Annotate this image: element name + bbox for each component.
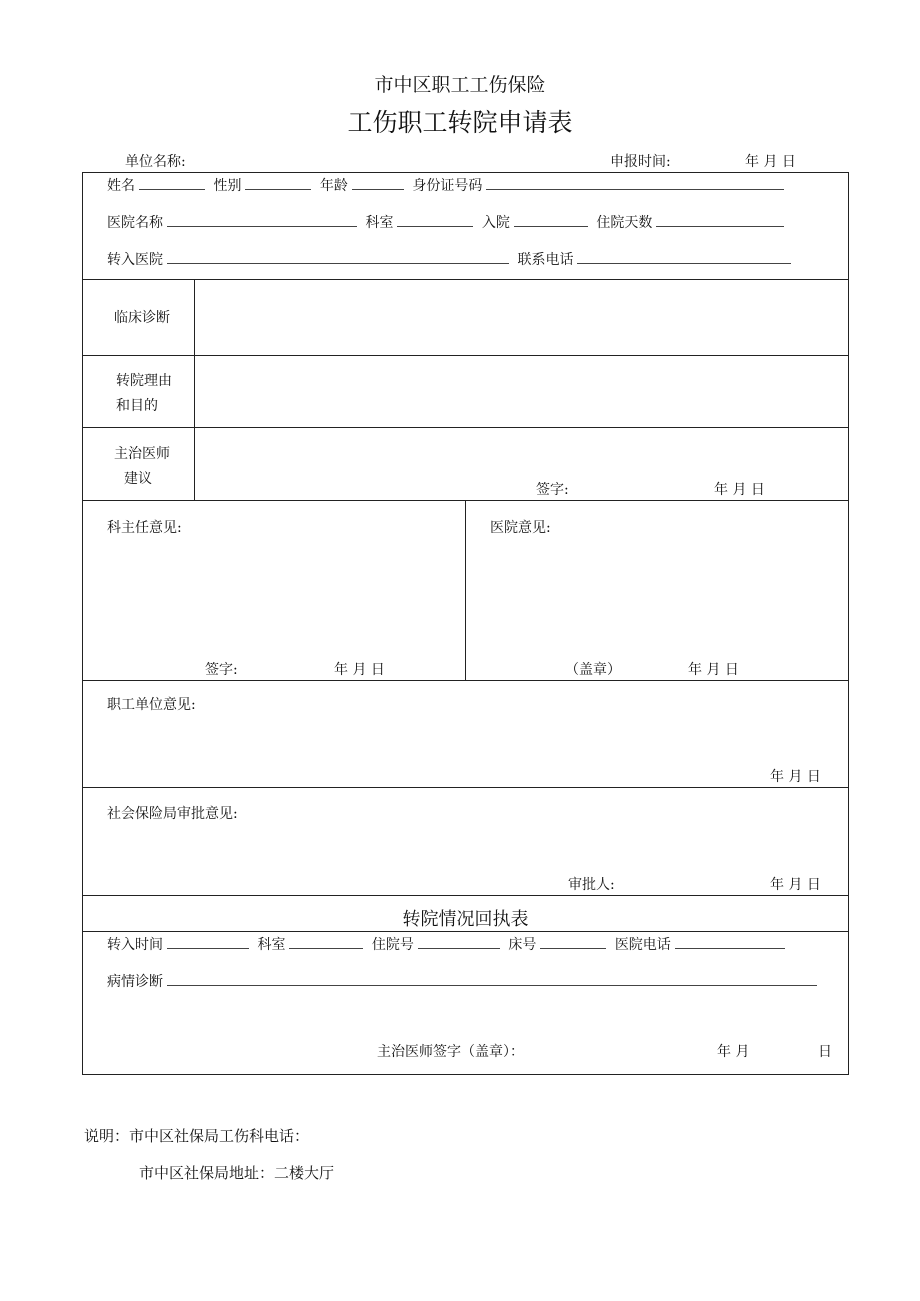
receipt-year-month: 年 月 xyxy=(717,1044,750,1060)
receipt-day: 日 xyxy=(818,1044,832,1060)
hospital-field[interactable] xyxy=(167,213,357,227)
name-label: 姓名 xyxy=(107,178,135,194)
employer-opinion-label: 职工单位意见: xyxy=(107,697,196,713)
gender-label: 性别 xyxy=(213,178,242,194)
hospital-opinion-date: 年 月 日 xyxy=(688,662,739,678)
divider xyxy=(82,680,849,681)
stay-days-label: 住院天数 xyxy=(596,215,653,231)
report-date: 年 月 日 xyxy=(745,154,796,170)
basic-info-row-1 xyxy=(107,176,788,194)
basic-info-row-3 xyxy=(107,250,795,268)
receipt-department-label: 科室 xyxy=(257,937,286,953)
opinion-column-divider xyxy=(465,500,466,680)
divider xyxy=(82,787,849,788)
receipt-department-field[interactable] xyxy=(289,935,363,949)
receipt-inpatient-no-label: 住院号 xyxy=(371,937,414,953)
age-label: 年龄 xyxy=(319,178,348,194)
transfer-hospital-label: 转入医院 xyxy=(107,252,163,268)
stay-days-field[interactable] xyxy=(656,213,784,227)
basic-info-row-2 xyxy=(107,213,788,231)
transfer-reason-label-1: 转院理由 xyxy=(116,373,172,389)
name-field[interactable] xyxy=(139,176,205,190)
dept-head-date: 年 月 日 xyxy=(334,662,385,678)
divider xyxy=(82,427,849,428)
receipt-doctor-sign-label: 主治医师签字（盖章）： xyxy=(377,1044,524,1060)
unit-name-label: 单位名称: xyxy=(125,154,186,170)
social-insurance-opinion-label: 社会保险局审批意见: xyxy=(107,806,238,822)
age-field[interactable] xyxy=(352,176,404,190)
form-title: 工伤职工转院申请表 xyxy=(347,108,573,137)
id-field[interactable] xyxy=(486,176,784,190)
dept-head-opinion-label: 科主任意见: xyxy=(107,520,182,536)
gender-field[interactable] xyxy=(245,176,311,190)
receipt-diagnosis-label: 病情诊断 xyxy=(107,974,163,990)
divider xyxy=(82,355,849,356)
report-time-label: 申报时间: xyxy=(610,154,671,170)
hospital-opinion-label: 医院意见: xyxy=(490,520,551,536)
hospital-seal-label: （盖章） xyxy=(565,662,621,678)
divider xyxy=(82,895,849,896)
admission-label: 入院 xyxy=(481,215,510,231)
receipt-hospital-phone-field[interactable] xyxy=(675,935,785,949)
hospital-label: 医院名称 xyxy=(107,215,163,231)
receipt-diagnosis-field[interactable] xyxy=(167,972,817,986)
divider xyxy=(82,279,849,280)
receipt-bed-no-field[interactable] xyxy=(540,935,606,949)
dept-head-sign-label: 签字: xyxy=(205,662,238,678)
employer-opinion-date: 年 月 日 xyxy=(770,769,821,785)
id-label: 身份证号码 xyxy=(412,178,483,194)
doctor-advice-label-1: 主治医师 xyxy=(114,446,170,462)
receipt-inpatient-no-field[interactable] xyxy=(418,935,500,949)
footer-note: 说明：市中区社保局工伤科电话： xyxy=(84,1127,310,1145)
receipt-title: 转院情况回执表 xyxy=(402,909,529,930)
department-field[interactable] xyxy=(397,213,473,227)
label-column-divider xyxy=(194,279,195,500)
doctor-sign-label: 签字: xyxy=(536,482,569,498)
phone-label: 联系电话 xyxy=(517,252,574,268)
receipt-row-1 xyxy=(107,935,789,953)
approval-date: 年 月 日 xyxy=(770,877,821,893)
receipt-bed-no-label: 床号 xyxy=(508,937,537,953)
form-subtitle: 市中区职工工伤保险 xyxy=(374,74,546,96)
footer-address: 市中区社保局地址：二楼大厅 xyxy=(139,1164,335,1182)
doctor-advice-label-2: 建议 xyxy=(124,471,152,487)
transfer-reason-field[interactable] xyxy=(196,357,847,426)
clinical-diagnosis-field[interactable] xyxy=(196,281,847,354)
transfer-hospital-field[interactable] xyxy=(167,250,509,264)
doctor-sign-date: 年 月 日 xyxy=(714,482,765,498)
phone-field[interactable] xyxy=(577,250,791,264)
approver-label: 审批人: xyxy=(568,877,615,893)
receipt-transfer-time-field[interactable] xyxy=(167,935,249,949)
receipt-row-2 xyxy=(107,972,821,990)
receipt-transfer-time-label: 转入时间 xyxy=(107,937,163,953)
divider xyxy=(82,931,849,932)
transfer-reason-label-2: 和目的 xyxy=(116,398,158,414)
department-label: 科室 xyxy=(365,215,394,231)
receipt-hospital-phone-label: 医院电话 xyxy=(614,937,671,953)
clinical-diagnosis-label: 临床诊断 xyxy=(114,310,170,326)
admission-field[interactable] xyxy=(514,213,588,227)
